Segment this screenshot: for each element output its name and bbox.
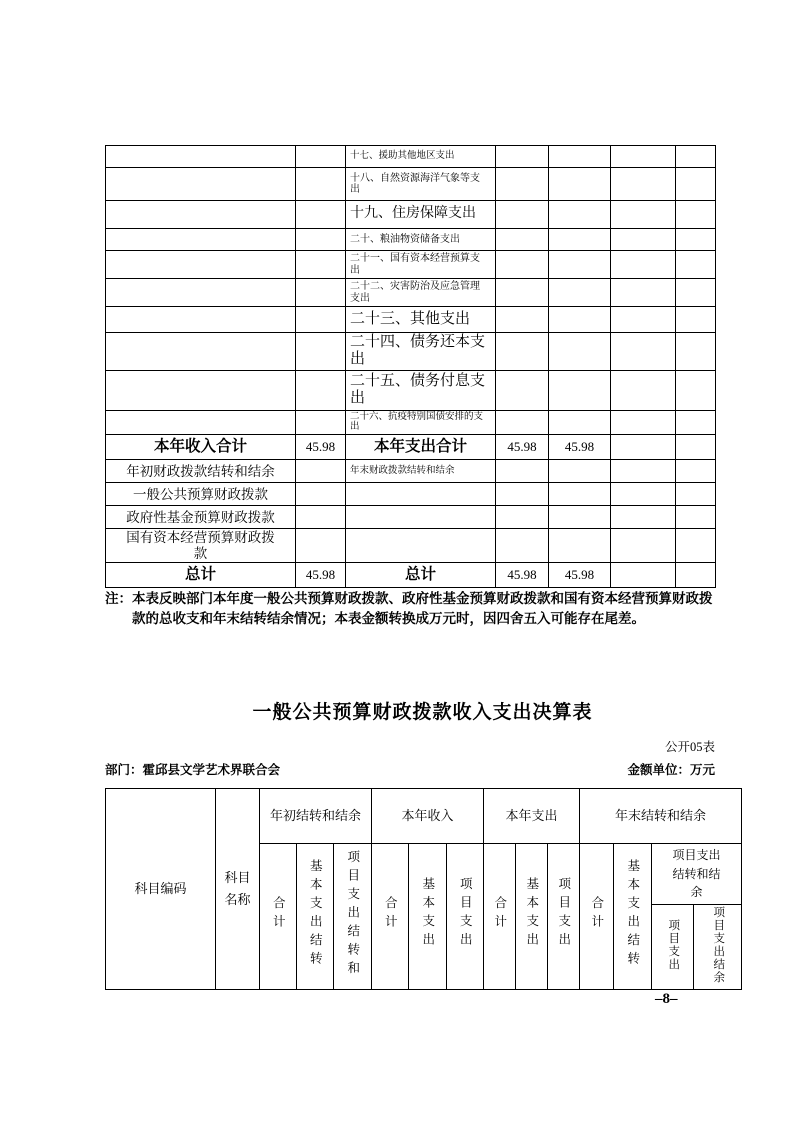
expense-item-label: 二十五、债务付息支出	[346, 370, 496, 410]
table-cell	[676, 435, 716, 460]
table-cell	[676, 279, 716, 307]
subject-name-header: 科目名称	[216, 789, 260, 990]
table-cell	[496, 333, 549, 371]
basic-expense-column-label: 基本支出	[524, 877, 539, 952]
table-cell	[676, 201, 716, 229]
table-cell	[106, 168, 296, 201]
table-cell	[106, 370, 296, 410]
basic-carryover-column-label: 基本支出结转	[308, 858, 323, 970]
table-cell	[549, 483, 611, 506]
column-header	[260, 844, 297, 990]
table-cell	[346, 483, 496, 506]
table-cell	[106, 229, 296, 251]
table-cell	[496, 370, 549, 410]
table-cell	[106, 279, 296, 307]
expense-item-label: 二十二、灾害防治及应急管理支出	[346, 279, 496, 307]
grand-total-label: 总计	[346, 563, 496, 588]
table-cell	[106, 201, 296, 229]
column-header	[409, 844, 447, 990]
table-cell	[549, 201, 611, 229]
table-cell	[676, 333, 716, 371]
total-column-label: 合计	[492, 895, 507, 933]
expense-item-label: 十八、自然资源海洋气象等支出	[346, 168, 496, 201]
table-cell	[296, 168, 346, 201]
table-cell	[496, 410, 549, 435]
total-column-label: 合计	[589, 895, 604, 933]
table-cell	[611, 146, 676, 168]
column-header	[297, 844, 334, 990]
table-cell	[611, 370, 676, 410]
total-column-label: 合计	[271, 895, 286, 933]
table-cell	[296, 251, 346, 279]
table-cell	[676, 410, 716, 435]
project-expense-column-label: 项目支出	[556, 877, 571, 952]
column-header	[548, 844, 580, 990]
table-cell	[496, 483, 549, 506]
table-cell	[676, 229, 716, 251]
table-cell	[676, 483, 716, 506]
column-header	[372, 844, 409, 990]
income-item-label: 一般公共预算财政拨款	[106, 483, 296, 506]
table-cell	[496, 460, 549, 483]
table-cell	[296, 410, 346, 435]
income-item-label: 年初财政拨款结转和结余	[106, 460, 296, 483]
table-cell	[549, 279, 611, 307]
table-code: 公开05表	[664, 740, 715, 754]
table-cell	[496, 201, 549, 229]
income-total-label: 本年收入合计	[106, 435, 296, 460]
table-cell	[549, 146, 611, 168]
subject-code-header: 科目编码	[106, 789, 216, 990]
table-cell	[346, 529, 496, 563]
table-cell	[611, 529, 676, 563]
table-meta-row	[105, 760, 715, 778]
table-cell	[611, 410, 676, 435]
page-number: –8–	[655, 991, 678, 1007]
basic-expense-column-label: 基本支出	[420, 877, 435, 952]
table-cell	[549, 410, 611, 435]
table-cell	[611, 483, 676, 506]
amount-cell: 45.98	[549, 435, 611, 460]
table-cell	[496, 506, 549, 529]
expense-item-label: 十七、援助其他地区支出	[346, 146, 496, 168]
table-cell	[496, 307, 549, 333]
table-cell	[549, 307, 611, 333]
table-cell	[611, 201, 676, 229]
fiscal-appropriation-summary-table	[105, 145, 716, 588]
table-cell	[611, 333, 676, 371]
amount-cell: 45.98	[496, 435, 549, 460]
table-cell	[106, 410, 296, 435]
column-header	[614, 844, 652, 990]
table-cell	[296, 460, 346, 483]
table-cell	[676, 146, 716, 168]
table-cell	[611, 279, 676, 307]
table-cell	[676, 460, 716, 483]
expense-item-label: 二十三、其他支出	[346, 307, 496, 333]
table-cell	[296, 483, 346, 506]
basic-carryover-column-label: 基本支出结转	[625, 858, 640, 970]
table-cell	[549, 460, 611, 483]
table-cell	[106, 333, 296, 371]
table-cell	[676, 307, 716, 333]
expense-item-label: 二十、粮油物资储备支出	[346, 229, 496, 251]
table-cell	[549, 251, 611, 279]
project-expense-column-label: 项目支出	[458, 877, 473, 952]
table-cell	[611, 229, 676, 251]
table-cell	[611, 435, 676, 460]
group-header-end-balance: 年末结转和结余	[580, 789, 742, 844]
table-cell	[549, 168, 611, 201]
table-cell	[611, 251, 676, 279]
project-carryover-balance-header: 项目支出结转和结余	[652, 844, 742, 905]
expense-total-label: 本年支出合计	[346, 435, 496, 460]
table-cell	[296, 146, 346, 168]
table-cell	[296, 229, 346, 251]
table-cell	[611, 168, 676, 201]
table-cell	[296, 529, 346, 563]
total-column-label: 合计	[383, 895, 398, 933]
grand-total-label: 总计	[106, 563, 296, 588]
table-cell	[549, 333, 611, 371]
project-expense-column-label: 项目支出	[667, 918, 680, 971]
expense-item-label: 年末财政拨款结转和结余	[346, 460, 496, 483]
group-header-begin-balance: 年初结转和结余	[260, 789, 372, 844]
table-cell	[496, 146, 549, 168]
column-header	[334, 844, 372, 990]
table-cell	[611, 307, 676, 333]
table-cell	[549, 506, 611, 529]
column-header	[516, 844, 548, 990]
table-cell	[611, 563, 676, 588]
table-cell	[676, 251, 716, 279]
table-cell	[611, 460, 676, 483]
expense-item-label: 十九、住房保障支出	[346, 201, 496, 229]
group-header-year-expense: 本年支出	[484, 789, 580, 844]
table-cell	[296, 370, 346, 410]
table-cell	[496, 168, 549, 201]
table-cell	[676, 506, 716, 529]
amount-cell: 45.98	[296, 563, 346, 588]
table-cell	[106, 146, 296, 168]
income-item-label: 政府性基金预算财政拨款	[106, 506, 296, 529]
table-cell	[676, 529, 716, 563]
group-header-year-income: 本年收入	[372, 789, 484, 844]
table-cell	[296, 333, 346, 371]
table-cell	[296, 506, 346, 529]
table-cell	[496, 529, 549, 563]
column-header	[580, 844, 614, 990]
expense-item-label: 二十四、债务还本支出	[346, 333, 496, 371]
table-cell	[496, 279, 549, 307]
department-label: 部门：霍邱县文学艺术界联合会	[105, 763, 281, 777]
table-note: 注：本表反映部门本年度一般公共预算财政拨款、政府性基金预算财政拨款和国有资本经营预算财政拨款的总收支和年末结转结余情况；本表金额转换成万元时，因四舍五入可能存在尾差。	[105, 591, 713, 626]
table-cell	[549, 229, 611, 251]
column-header	[694, 904, 742, 990]
column-header	[484, 844, 516, 990]
table-cell	[496, 229, 549, 251]
section-title: 一般公共预算财政拨款收入支出决算表	[252, 702, 593, 723]
expense-item-label: 二十一、国有资本经营预算支出	[346, 251, 496, 279]
unit-label: 金额单位：万元	[627, 763, 715, 777]
table-cell	[676, 563, 716, 588]
table-cell	[676, 370, 716, 410]
table-cell	[346, 506, 496, 529]
amount-cell: 45.98	[296, 435, 346, 460]
amount-cell: 45.98	[496, 563, 549, 588]
amount-cell: 45.98	[549, 563, 611, 588]
table-cell	[549, 370, 611, 410]
table-cell	[106, 251, 296, 279]
table-cell	[611, 506, 676, 529]
table-cell	[296, 201, 346, 229]
table-cell	[296, 307, 346, 333]
project-balance-column-label: 项目支出结余	[712, 905, 725, 984]
column-header	[652, 904, 694, 990]
budget-detail-table	[105, 788, 742, 990]
project-carryover-column-label: 项目支出结转和	[345, 849, 360, 980]
table-cell	[106, 307, 296, 333]
expense-item-label: 二十六、抗疫特别国债安排的支出	[346, 410, 496, 435]
table-cell	[296, 279, 346, 307]
column-header	[447, 844, 484, 990]
table-cell	[496, 251, 549, 279]
income-item-label: 国有资本经营预算财政拨款	[106, 529, 296, 563]
table-cell	[676, 168, 716, 201]
table-cell	[549, 529, 611, 563]
